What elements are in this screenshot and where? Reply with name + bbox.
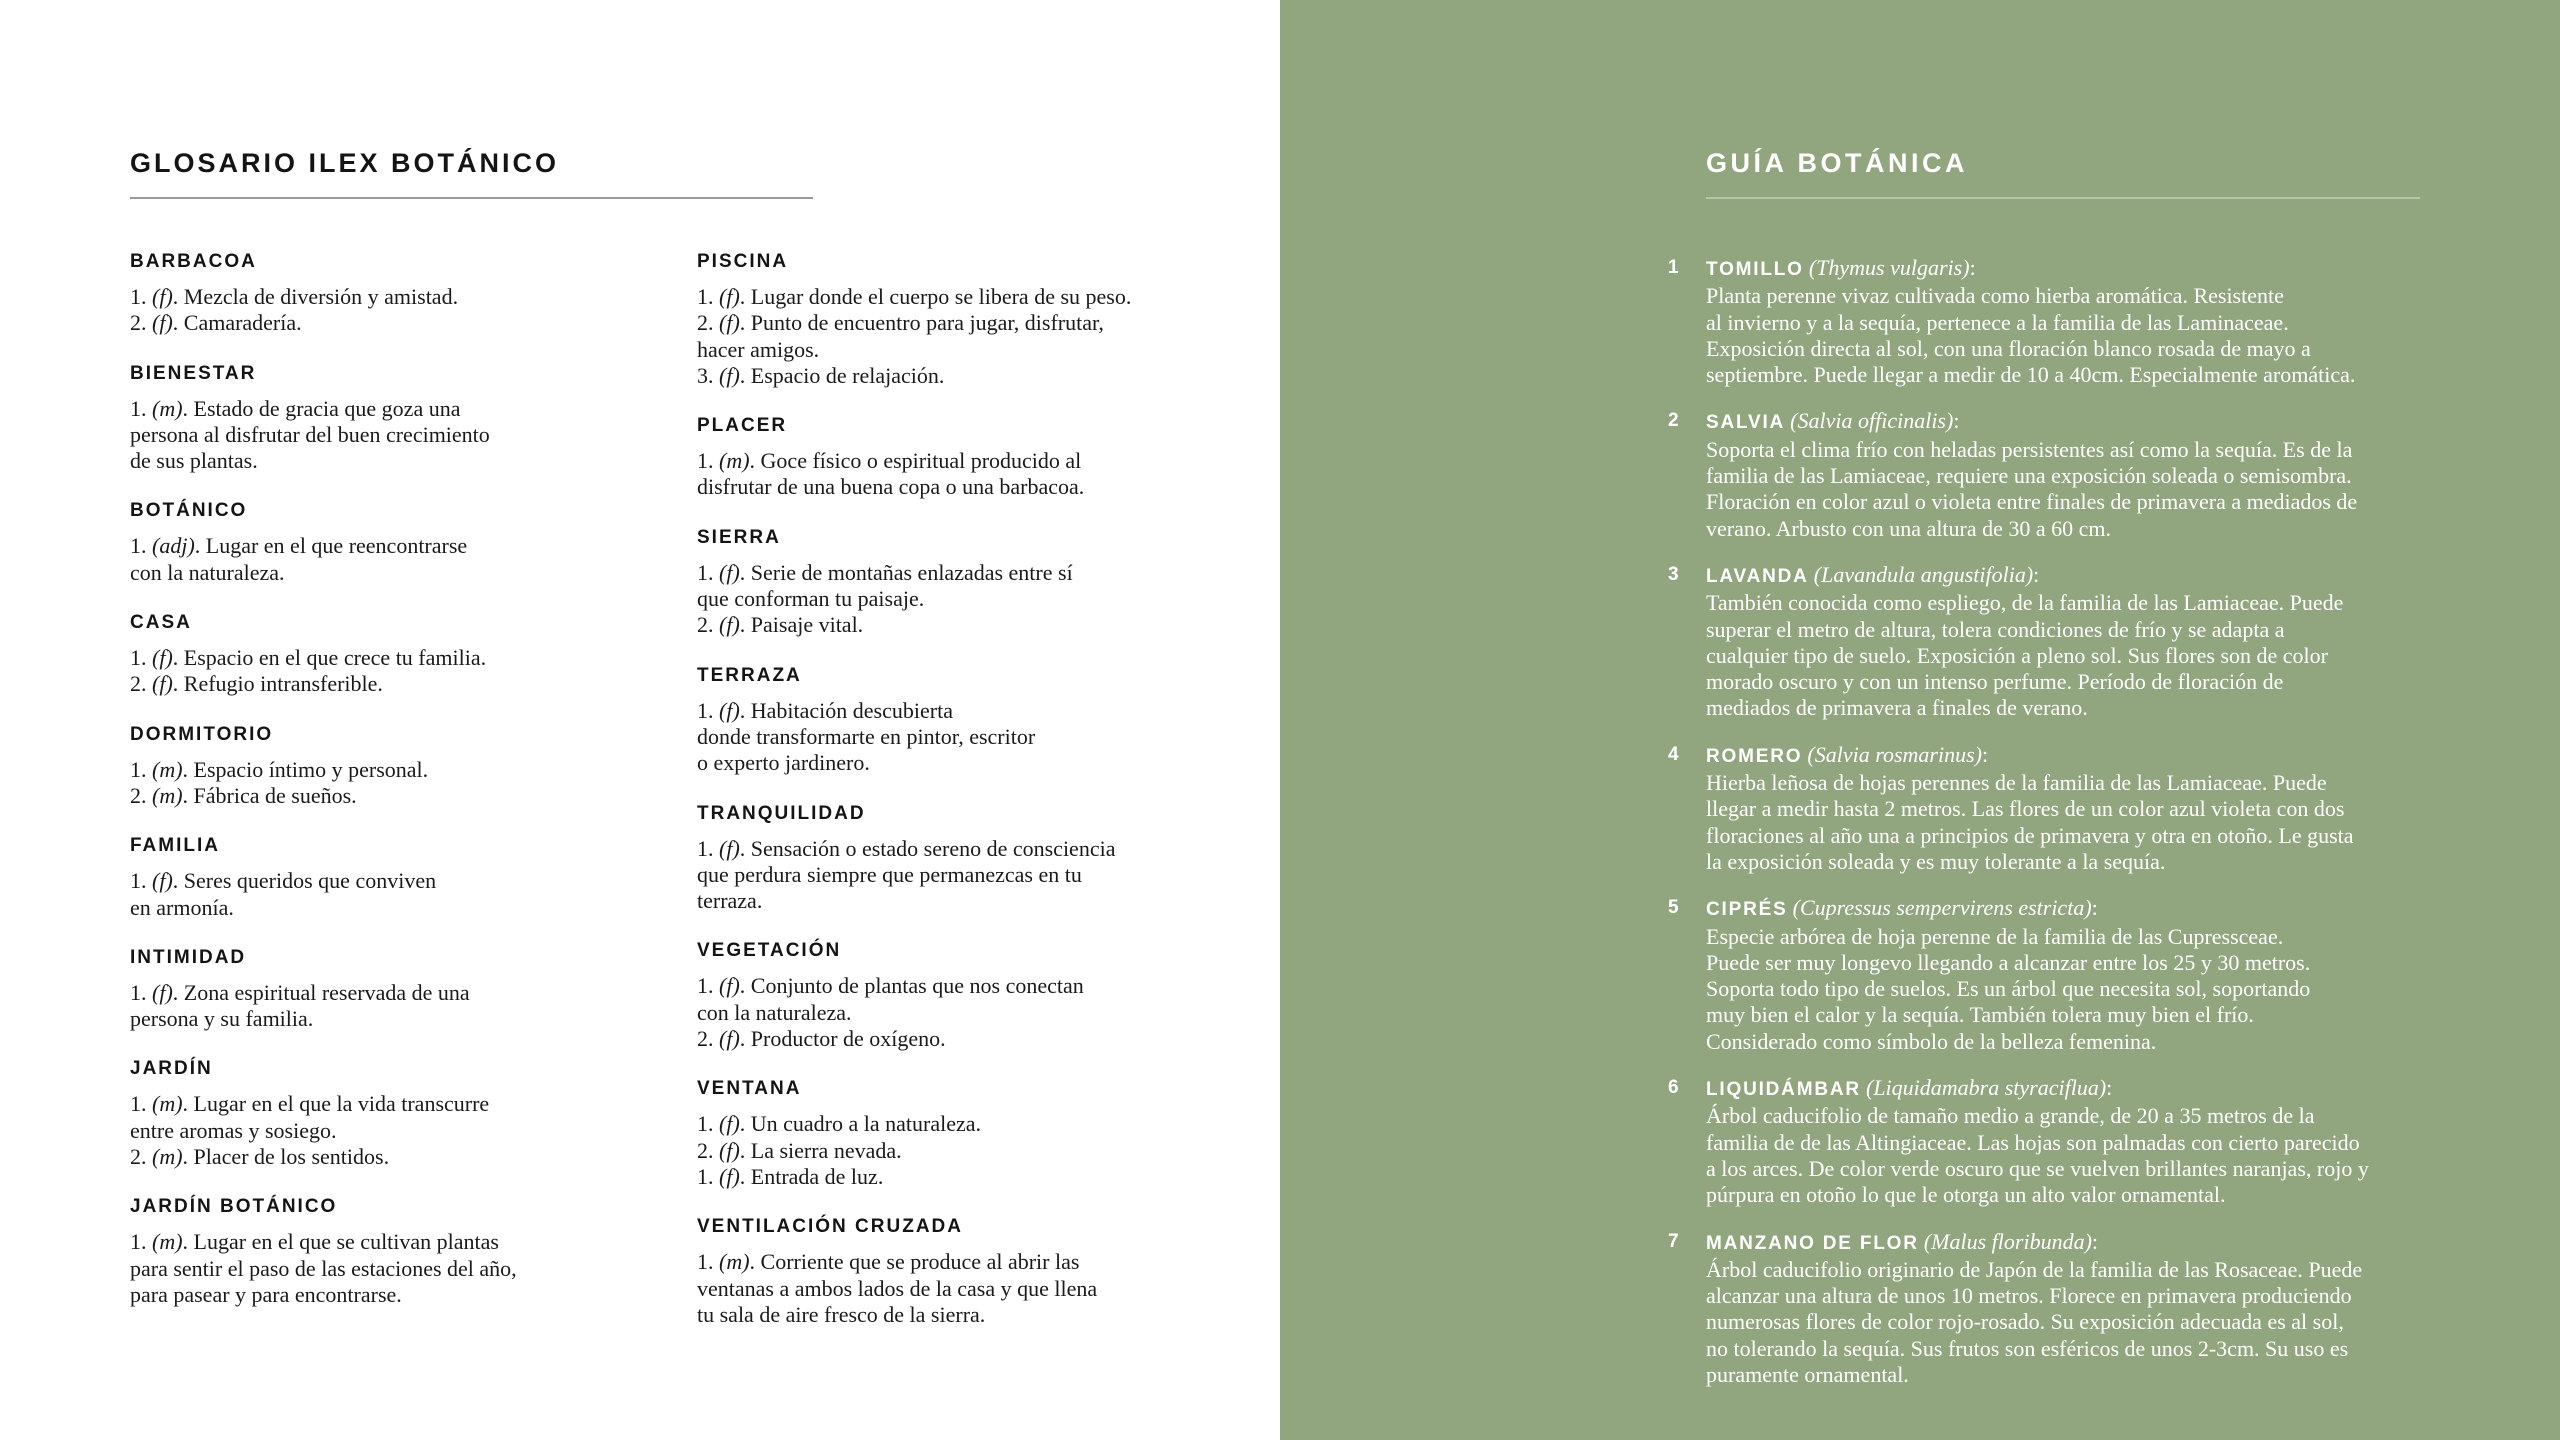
glossary-entry <box>697 939 1237 1052</box>
plant-scientific-name: (Lavandula angustifolia) <box>1813 561 2034 587</box>
plant-description-line: Árbol caducifolio originario de Japón de la familia de las Rosaceae. Puede <box>1706 1256 2363 1282</box>
plant-scientific-name: (Thymus vulgaris) <box>1808 255 1970 280</box>
glossary-term: BARBACOA <box>130 251 257 272</box>
glossary-definition-line: 1. (f). Conjunto de plantas que nos conectan <box>697 973 1084 999</box>
glossary-definition-line: con la naturaleza. <box>697 999 852 1025</box>
plant-description-line: llegar a medir hasta 2 metros. Las flores de un color azul violeta con dos <box>1706 796 2345 822</box>
plant-description-line: Exposición directa al sol, con una floración blanco rosada de mayo a <box>1706 335 2311 361</box>
plant-description-line: la exposición soleada y es muy tolerante a la sequía. <box>1706 848 2166 874</box>
plant-description-line: a los arces. De color verde oscuro que se vuelven brillantes naranjas, rojo y <box>1706 1155 2369 1181</box>
plant-description-line: no tolerando la sequía. Sus frutos son esféricos de unos 2-3cm. Su uso es <box>1706 1335 2349 1361</box>
glossary-definition-line: 1. (m). Goce físico o espiritual producido al <box>697 448 1082 474</box>
guide-item-title: LIQUIDÁMBAR (Liquidamabra styraciflua): <box>1706 1075 2113 1101</box>
plant-description-line: Considerado como símbolo de la belleza femenina. <box>1706 1028 2157 1054</box>
guide-item-title: MANZANO DE FLOR (Malus floribunda): <box>1706 1228 2099 1254</box>
guide-item-title: LAVANDA (Lavandula angustifolia): <box>1706 561 2040 587</box>
glossary-definition-line: 1. (f). Sensación o estado sereno de consciencia <box>697 835 1116 861</box>
guide-item-number: 5 <box>1668 897 1679 919</box>
glossary-definition-line: 2. (f). Refugio intransferible. <box>130 671 383 697</box>
glossary-definition-line: 2. (m). Fábrica de sueños. <box>130 782 357 808</box>
glossary-term: FAMILIA <box>130 835 220 857</box>
glossary-definition-line: 1. (f). Lugar donde el cuerpo se libera de su peso. <box>697 284 1132 309</box>
glossary-term: TRANQUILIDAD <box>697 802 866 824</box>
plant-description-line: Soporta el clima frío con heladas persistentes así como la sequía. Es de la <box>1706 436 2353 462</box>
glossary-column-2 <box>697 250 1237 1353</box>
glossary-definition-line: ventanas a ambos lados de la casa y que llena <box>697 1275 1098 1301</box>
guide-item <box>1660 742 2420 875</box>
glossary-term: VENTILACIÓN CRUZADA <box>697 1216 963 1238</box>
glossary-definition-line: 1. (m). Lugar en el que se cultivan plantas <box>130 1229 499 1255</box>
glossary-entry <box>697 664 1237 777</box>
glossary-definition-line: 1. (f). Serie de montañas enlazadas entre sí <box>697 559 1073 585</box>
glossary-entry <box>130 946 670 1033</box>
glossary-divider <box>130 197 813 199</box>
glossary-definition-line: terraza. <box>697 888 763 914</box>
plant-description-line: Hierba leñosa de hojas perennes de la familia de las Lamiaceae. Puede <box>1706 770 2327 796</box>
glossary-definition-line: 3. (f). Espacio de relajación. <box>697 362 945 388</box>
plant-description-line: morado oscuro y con un intenso perfume. Período de floración de <box>1706 669 2284 695</box>
glossary-definition-line: 2. (f). La sierra nevada. <box>697 1137 902 1163</box>
glossary-entry <box>130 611 670 698</box>
plant-description-line: verano. Arbusto con una altura de 30 a 60 cm. <box>1706 515 2112 541</box>
plant-name: CIPRÉS <box>1706 899 1788 921</box>
glossary-term: PISCINA <box>697 251 789 272</box>
glossary-term: JARDÍN BOTÁNICO <box>130 1196 338 1218</box>
glossary-term: TERRAZA <box>697 664 802 686</box>
plant-description-line: numerosas flores de color rojo-rosado. Su exposición adecuada es al sol, <box>1706 1309 2344 1335</box>
plant-name: SALVIA <box>1706 412 1786 434</box>
plant-description-line: Floración en color azul o violeta entre finales de primavera a mediados de <box>1706 489 2358 515</box>
guide-item <box>1660 1075 2420 1208</box>
guide-item <box>1660 255 2420 388</box>
guide-item-number: 7 <box>1668 1230 1679 1252</box>
plant-description-line: al invierno y a la sequía, pertenece a la familia de las Laminaceae. <box>1706 309 2289 335</box>
plant-description-line: También conocida como espliego, de la familia de las Lamiaceae. Puede <box>1706 590 2344 616</box>
glossary-entry <box>130 1057 670 1170</box>
guide-item-number: 3 <box>1668 563 1679 585</box>
plant-description-line: alcanzar una altura de unos 10 metros. Florece en primavera produciendo <box>1706 1283 2352 1309</box>
glossary-definition-line: 1. (m). Lugar en el que la vida transcurre <box>130 1091 490 1117</box>
plant-description-line: Árbol caducifolio de tamaño medio a grande, de 20 a 35 metros de la <box>1706 1103 2315 1129</box>
glossary-definition-line: persona y su familia. <box>130 1006 314 1032</box>
plant-description-line: familia de las Lamiaceae, requiere una exposición soleada o semisombra. <box>1706 463 2352 489</box>
glossary-definition-line: 1. (m). Corriente que se produce al abrir las <box>697 1249 1080 1275</box>
plant-description-line: superar el metro de altura, tolera condiciones de frío y se adapta a <box>1706 616 2285 642</box>
plant-description-line: púrpura en otoño lo que le otorga un alto valor ornamental. <box>1706 1182 2226 1208</box>
guide-item <box>1660 562 2420 722</box>
plant-description-line: Soporta todo tipo de suelos. Es un árbol que necesita sol, soportando <box>1706 976 2311 1002</box>
glossary-entry <box>130 834 670 921</box>
glossary-entry <box>697 414 1237 501</box>
guide-item-number: 6 <box>1668 1077 1679 1099</box>
guide-title: GUÍA BOTÁNICA <box>1706 148 1968 178</box>
plant-scientific-name: (Malus floribunda) <box>1923 1228 2092 1254</box>
glossary-term: JARDÍN <box>130 1058 213 1080</box>
guide-item-title: ROMERO (Salvia rosmarinus): <box>1706 741 1989 767</box>
glossary-definition-line: disfrutar de una buena copa o una barbacoa. <box>697 474 1085 500</box>
guide-item-title: TOMILLO (Thymus vulgaris): <box>1706 255 1976 280</box>
glossary-definition-line: 1. (f). Espacio en el que crece tu familia. <box>130 645 487 671</box>
glossary-entry <box>130 499 670 586</box>
glossary-definition-line: 1. (m). Espacio íntimo y personal. <box>130 756 429 782</box>
glossary-term: BIENESTAR <box>130 362 257 384</box>
plant-description-line: Puede ser muy longevo llegando a alcanzar entre los 25 y 30 metros. <box>1706 949 2311 975</box>
plant-scientific-name: (Salvia officinalis) <box>1790 408 1954 434</box>
glossary-title: GLOSARIO ILEX BOTÁNICO <box>130 148 560 178</box>
plant-name: LIQUIDÁMBAR <box>1706 1079 1861 1101</box>
plant-description-line: Planta perenne vivaz cultivada como hierba aromática. Resistente <box>1706 283 2284 309</box>
guide-item-title: CIPRÉS (Cupressus sempervirens estricta): <box>1706 895 2098 921</box>
glossary-definition-line: 1. (f). Zona espiritual reservada de una <box>130 979 470 1005</box>
glossary-term: SIERRA <box>697 526 781 548</box>
guide-divider <box>1706 197 2420 199</box>
glossary-entry <box>130 362 670 475</box>
glossary-definition-line: 1. (f). Un cuadro a la naturaleza. <box>697 1111 982 1137</box>
plant-name: LAVANDA <box>1706 565 1809 587</box>
glossary-definition-line: persona al disfrutar del buen crecimiento <box>130 421 490 447</box>
plant-description-line: mediados de primavera a finales de verano. <box>1706 695 2088 721</box>
glossary-definition-line: 1. (f). Habitación descubierta <box>697 697 953 723</box>
plant-name: TOMILLO <box>1706 259 1804 280</box>
glossary-definition-line: que perdura siempre que permanezcas en tu <box>697 861 1082 887</box>
glossary-term: VENTANA <box>697 1078 802 1100</box>
glossary-definition-line: 2. (f). Productor de oxígeno. <box>697 1026 946 1052</box>
plant-scientific-name: (Cupressus sempervirens estricta) <box>1792 895 2092 921</box>
glossary-definition-line: 1. (f). Seres queridos que conviven <box>130 868 437 894</box>
guide-item-number: 4 <box>1668 743 1679 765</box>
glossary-definition-line: 1. (f). Entrada de luz. <box>697 1163 884 1189</box>
guide-item <box>1660 408 2420 541</box>
glossary-entry <box>130 723 670 810</box>
guide-list <box>1660 255 2420 1408</box>
glossary-entry <box>697 1077 1237 1190</box>
plant-description-line: muy bien el calor y la sequía. También tolera muy bien el frío. <box>1706 1002 2254 1028</box>
glossary-definition-line: 1. (adj). Lugar en el que reencontrarse <box>130 533 468 559</box>
glossary-column-1 <box>130 250 670 1333</box>
glossary-definition-line: en armonía. <box>130 894 234 920</box>
glossary-entry <box>697 526 1237 639</box>
glossary-definition-line: para sentir el paso de las estaciones del año, <box>130 1255 517 1281</box>
plant-description-line: cualquier tipo de suelo. Exposición a pleno sol. Sus flores son de color <box>1706 642 2328 668</box>
glossary-entry <box>697 250 1237 389</box>
guide-item-number: 1 <box>1668 257 1679 278</box>
glossary-definition-line: entre aromas y sosiego. <box>130 1117 337 1143</box>
glossary-definition-line: para pasear y para encontrarse. <box>130 1281 402 1307</box>
plant-name: ROMERO <box>1706 745 1803 767</box>
glossary-definition-line: tu sala de aire fresco de la sierra. <box>697 1301 986 1327</box>
glossary-definition-line: hacer amigos. <box>697 336 820 362</box>
glossary-definition-line: 2. (m). Placer de los sentidos. <box>130 1144 390 1170</box>
glossary-definition-line: que conforman tu paisaje. <box>697 586 925 612</box>
glossary-definition-line: donde transformarte en pintor, escritor <box>697 723 1036 749</box>
plant-description-line: septiembre. Puede llegar a medir de 10 a 40cm. Especialmente aromática. <box>1706 362 2356 388</box>
glossary-entry <box>130 1195 670 1308</box>
glossary-definition-line: 2. (f). Punto de encuentro para jugar, disfrutar, <box>697 310 1104 336</box>
glossary-definition-line: 2. (f). Camaradería. <box>130 310 302 336</box>
glossary-term: INTIMIDAD <box>130 946 247 968</box>
glossary-definition-line: o experto jardinero. <box>697 750 870 776</box>
plant-scientific-name: (Liquidamabra styraciflua) <box>1866 1075 2107 1101</box>
glossary-entry <box>130 250 670 337</box>
glossary-definition-line: 2. (f). Paisaje vital. <box>697 612 864 638</box>
guide-item-number: 2 <box>1668 410 1679 432</box>
plant-name: MANZANO DE FLOR <box>1706 1232 1919 1254</box>
guide-item-title: SALVIA (Salvia officinalis): <box>1706 408 1960 434</box>
glossary-definition-line: 1. (m). Estado de gracia que goza una <box>130 395 461 421</box>
glossary-definition-line: 1. (f). Mezcla de diversión y amistad. <box>130 284 459 309</box>
guide-item <box>1660 895 2420 1055</box>
glossary-term: BOTÁNICO <box>130 500 248 522</box>
glossary-term: DORMITORIO <box>130 723 274 745</box>
plant-description-line: Especie arbórea de hoja perenne de la familia de las Cupressceae. <box>1706 923 2284 949</box>
plant-scientific-name: (Salvia rosmarinus) <box>1807 741 1982 767</box>
plant-description-line: puramente ornamental. <box>1706 1361 1909 1387</box>
glossary-definition-line: de sus plantas. <box>130 448 258 474</box>
plant-description-line: floraciones al año una a principios de primavera y otra en otoño. Le gusta <box>1706 822 2354 848</box>
glossary-term: VEGETACIÓN <box>697 940 842 962</box>
plant-description-line: familia de de las Altingiaceae. Las hojas son palmadas con cierto parecido <box>1706 1129 2360 1155</box>
glossary-entry <box>697 1215 1237 1328</box>
guide-item <box>1660 1229 2420 1389</box>
glossary-entry <box>697 802 1237 915</box>
glossary-term: CASA <box>130 612 192 634</box>
glossary-term: PLACER <box>697 415 788 437</box>
glossary-definition-line: con la naturaleza. <box>130 559 285 585</box>
